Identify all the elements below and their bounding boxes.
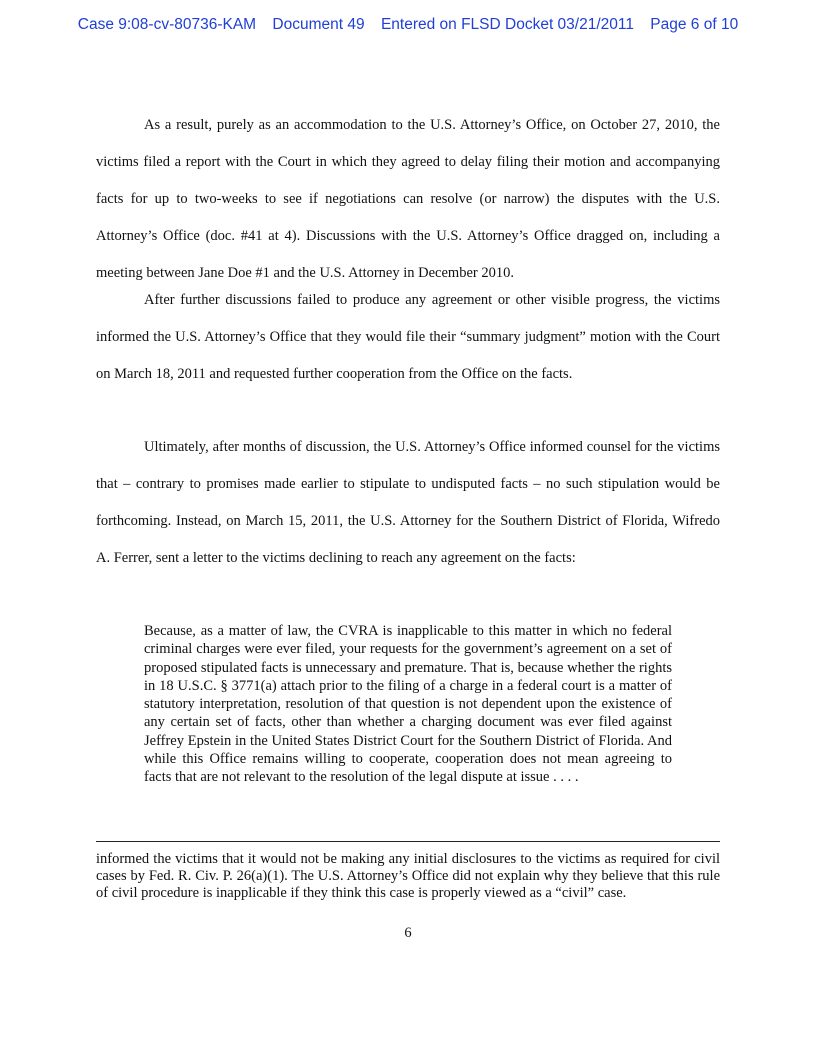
page-info: Page 6 of 10 <box>650 16 739 33</box>
body-paragraph: As a result, purely as an accommodation to the U.S. Attorney’s Office, on October 27, 2010, the victims filed a report with the Court in which they agreed to delay filing their motion and accompanying facts for up to two-weeks to see if negotiations can resolve (or narrow) the disputes with the U.S. Attorney’s Office (doc. #41 at 4). Discussions with the U.S. Attorney’s Office dragged on, including a meeting between Jane Doe #1 and the U.S. Attorney in December 2010. <box>96 117 720 281</box>
docket-header <box>0 16 816 34</box>
block-quote: Because, as a matter of law, the CVRA is inapplicable to this matter in which no federal criminal charges were ever filed, your requests for the government’s agreement on a set of proposed stipulated facts is unnecessary and premature. That is, because whether the rights in 18 U.S.C. § 3771(a) attach prior to the filing of a charge in a federal court is a matter of statutory interpretation, resolution of that question is not dependent upon the existence of any certain set of facts, other than whether a charging document was ever filed against Jeffrey Epstein in the United States District Court for the Southern District of Florida. And while this Office remains willing to cooperate, cooperation does not mean agreeing to facts that are not relevant to the resolution of the legal dispute at issue . . . . <box>144 623 672 786</box>
docket-entry: Entered on FLSD Docket 03/21/2011 <box>380 16 634 33</box>
body-paragraph: Ultimately, after months of discussion, the U.S. Attorney’s Office informed counsel for the victims that – contrary to promises made earlier to stipulate to undisputed facts – no such stipulation would be forthcoming. Instead, on March 15, 2011, the U.S. Attorney for the Southern District of Florida, Wifredo A. Ferrer, sent a letter to the victims declining to reach any agreement on the facts: <box>96 439 720 566</box>
paragraph-2-block <box>96 282 720 393</box>
footnote-text: informed the victims that it would not be making any initial disclosures to the victims as required for civil cases by Fed. R. Civ. P. 26(a)(1). The U.S. Attorney’s Office did not explain why they believe that this rule of civil procedure is inapplicable if they think this case is properly viewed as a “civil” case. <box>96 851 720 902</box>
paragraph-3-block <box>96 429 720 577</box>
paragraph-1-block <box>96 107 720 292</box>
case-number: Case 9:08-cv-80736-KAM <box>77 16 257 33</box>
page-number: 6 <box>404 925 412 941</box>
document-number: Document 49 <box>272 16 365 33</box>
footnote-separator <box>96 841 720 842</box>
body-paragraph: After further discussions failed to produce any agreement or other visible progress, the victims informed the U.S. Attorney’s Office that they would file their “summary judgment” motion with the Court on March 18, 2011 and requested further cooperation from the Office on the facts. <box>96 292 720 382</box>
